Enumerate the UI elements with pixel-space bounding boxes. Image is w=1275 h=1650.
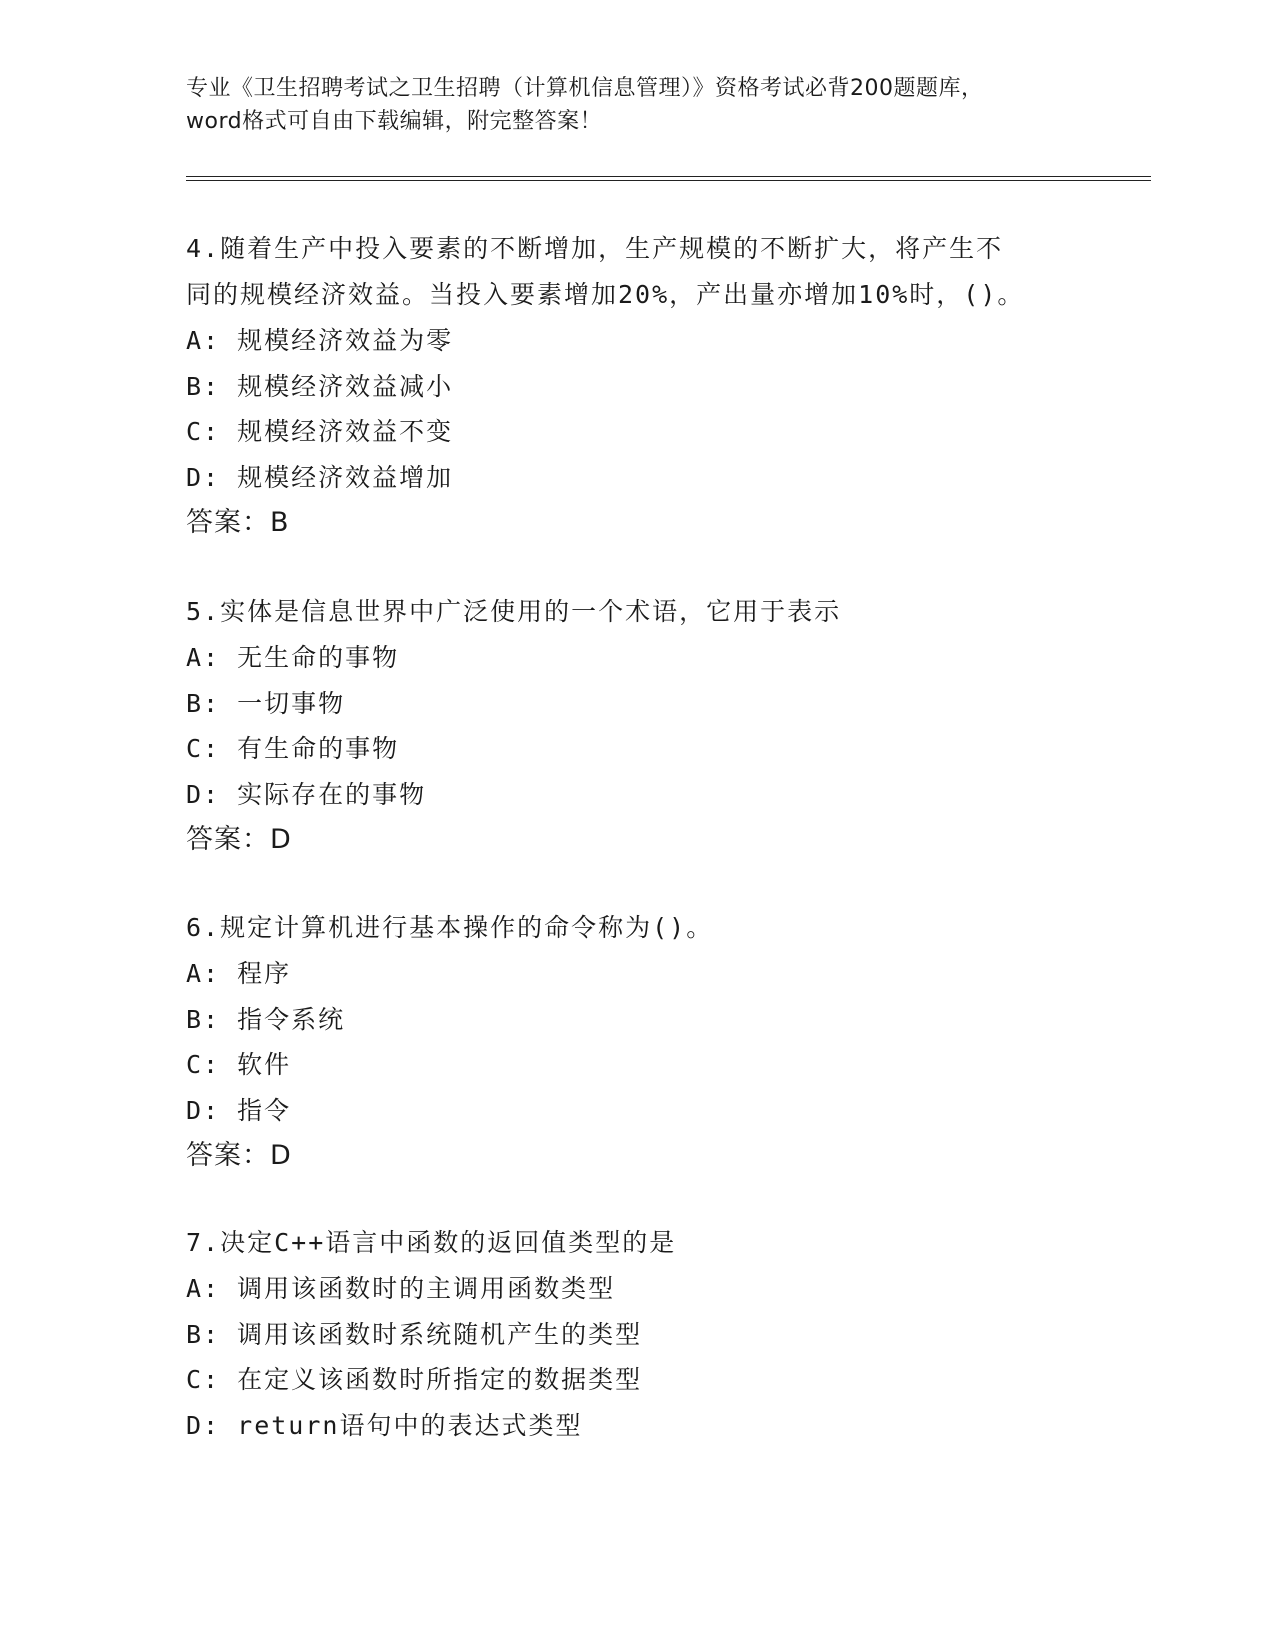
option-c: C: 在定义该函数时所指定的数据类型	[186, 1365, 643, 1394]
answer-line: 答案：B	[186, 507, 290, 538]
option-a: A: 规模经济效益为零	[186, 326, 454, 355]
question-6	[186, 905, 1126, 1179]
question-stem: 6.规定计算机进行基本操作的命令称为()。	[186, 913, 714, 942]
header-title-line-2: word格式可自由下载编辑，附完整答案！	[186, 109, 603, 134]
option-b: B: 一切事物	[186, 688, 346, 718]
header-divider	[186, 176, 1151, 181]
option-a: A: 调用该函数时的主调用函数类型	[186, 1274, 616, 1303]
option-b: B: 规模经济效益减小	[186, 371, 454, 401]
option-c: C: 规模经济效益不变	[186, 417, 454, 446]
option-d: D: 指令	[186, 1095, 292, 1125]
option-a: A: 程序	[186, 959, 292, 988]
question-4	[186, 226, 1126, 546]
document-header	[186, 72, 1116, 138]
question-stem: 4.随着生产中投入要素的不断增加，生产规模的不断扩大，将产生不	[186, 234, 1004, 263]
answer-line: 答案：D	[186, 824, 292, 855]
question-5	[186, 589, 1126, 863]
question-stem: 7.决定C++语言中函数的返回值类型的是	[186, 1228, 677, 1257]
option-d: D: 实际存在的事物	[186, 779, 427, 809]
answer-line: 答案：D	[186, 1140, 292, 1171]
option-c: C: 软件	[186, 1050, 292, 1079]
option-b: B: 指令系统	[186, 1004, 346, 1034]
header-title-line-1: 专业《卫生招聘考试之卫生招聘（计算机信息管理）》资格考试必背200题题库，	[186, 76, 984, 101]
question-stem: 5.实体是信息世界中广泛使用的一个术语，它用于表示	[186, 597, 842, 626]
option-a: A: 无生命的事物	[186, 643, 400, 672]
option-c: C: 有生命的事物	[186, 734, 400, 763]
option-b: B: 调用该函数时系统随机产生的类型	[186, 1319, 643, 1349]
option-d: D: 规模经济效益增加	[186, 462, 454, 492]
question-7	[186, 1220, 1126, 1448]
question-stem: 同的规模经济效益。当投入要素增加20%，产出量亦增加10%时，()。	[186, 280, 1025, 309]
option-d: D: return语句中的表达式类型	[186, 1410, 583, 1440]
